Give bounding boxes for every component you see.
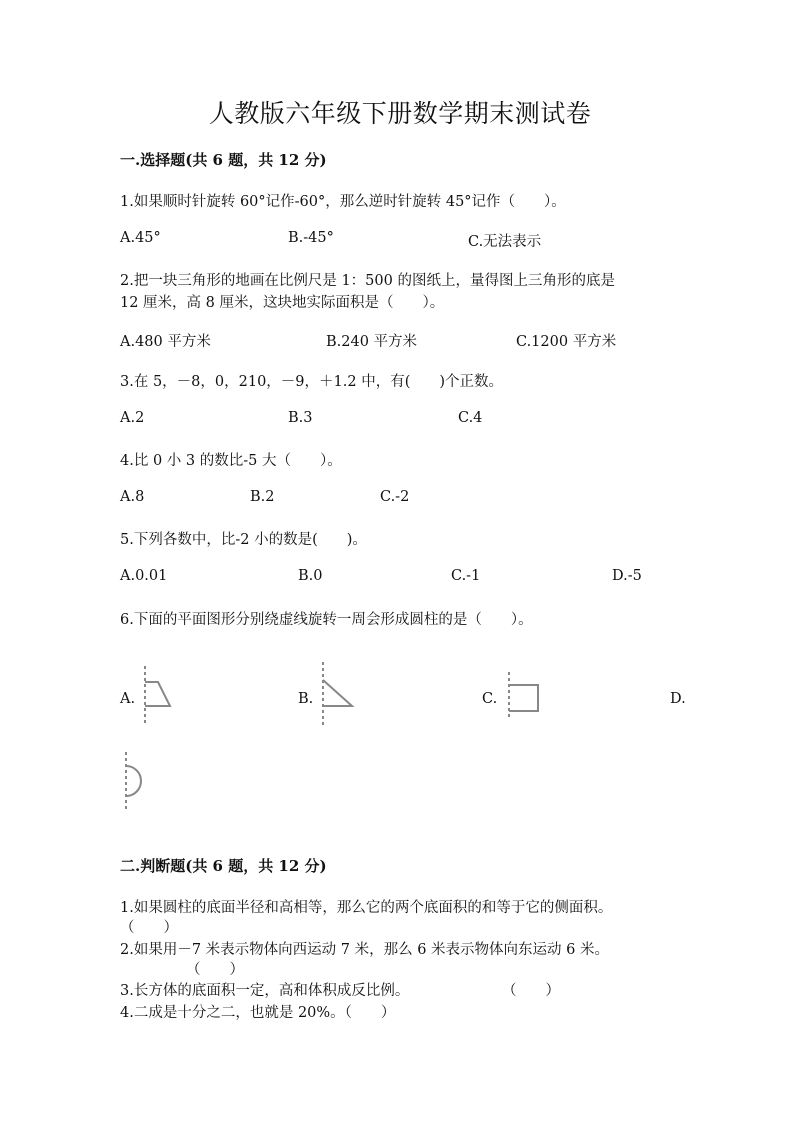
q5-option-c[interactable]: C.-1 bbox=[451, 568, 481, 584]
q3-option-a[interactable]: A.2 bbox=[120, 410, 145, 426]
trapezoid-figure bbox=[138, 664, 178, 726]
q1-option-c[interactable]: C.无法表示 bbox=[468, 234, 542, 250]
rectangle-figure bbox=[502, 670, 544, 720]
semicircle-figure bbox=[119, 750, 155, 812]
question-2-line-1: 2.把一块三角形的地画在比例尺是 1：500 的图纸上，量得图上三角形的底是 bbox=[120, 273, 615, 289]
question-4: 4.比 0 小 3 的数比-5 大（ ）。 bbox=[120, 453, 342, 469]
question-5: 5.下列各数中，比-2 小的数是( )。 bbox=[120, 532, 367, 548]
triangle-figure bbox=[316, 660, 358, 728]
q1-option-b[interactable]: B.-45° bbox=[288, 230, 334, 246]
q5-option-b[interactable]: B.0 bbox=[298, 568, 323, 584]
q6-option-d[interactable]: D. bbox=[670, 691, 686, 707]
q3-option-c[interactable]: C.4 bbox=[458, 410, 483, 426]
judgement-4: 4.二成是十分之二，也就是 20%。（ ） bbox=[120, 1005, 396, 1021]
q4-option-b[interactable]: B.2 bbox=[250, 489, 275, 505]
section-heading-judgement: 二.判断题(共 6 题，共 12 分) bbox=[120, 857, 327, 875]
q4-option-a[interactable]: A.8 bbox=[120, 489, 145, 505]
judgement-1-answer[interactable]: （ ） bbox=[120, 920, 178, 936]
judgement-3-answer[interactable]: （ ） bbox=[502, 983, 560, 999]
q2-option-b[interactable]: B.240 平方米 bbox=[326, 334, 418, 350]
question-6: 6.下面的平面图形分别绕虚线旋转一周会形成圆柱的是（ ）。 bbox=[120, 612, 533, 628]
q6-option-c[interactable]: C. bbox=[482, 691, 498, 707]
question-3: 3.在 5，－8，0，210，－9，＋1.2 中，有( )个正数。 bbox=[120, 374, 504, 390]
judgement-2-line-1: 2.如果用－7 米表示物体向西运动 7 米，那么 6 米表示物体向东运动 6 米。 bbox=[120, 942, 609, 958]
page-title: 人教版六年级下册数学期末测试卷 bbox=[208, 99, 592, 128]
judgement-3: 3.长方体的底面积一定，高和体积成反比例。 bbox=[120, 983, 410, 999]
q1-option-a[interactable]: A.45° bbox=[120, 230, 161, 246]
q2-option-a[interactable]: A.480 平方米 bbox=[120, 334, 211, 350]
q6-option-b[interactable]: B. bbox=[298, 691, 314, 707]
question-1: 1.如果顺时针旋转 60°记作-60°，那么逆时针旋转 45°记作（ ）。 bbox=[120, 194, 566, 210]
q5-option-a[interactable]: A.0.01 bbox=[120, 568, 168, 584]
judgement-1-line-1: 1.如果圆柱的底面半径和高相等，那么它的两个底面积的和等于它的侧面积。 bbox=[120, 900, 613, 916]
q3-option-b[interactable]: B.3 bbox=[288, 410, 313, 426]
question-2-line-2: 12 厘米，高 8 厘米，这块地实际面积是（ ）。 bbox=[120, 295, 445, 311]
judgement-2-answer[interactable]: （ ） bbox=[186, 962, 244, 978]
q5-option-d[interactable]: D.-5 bbox=[612, 568, 642, 584]
q2-option-c[interactable]: C.1200 平方米 bbox=[516, 334, 617, 350]
section-heading-choice: 一.选择题(共 6 题，共 12 分) bbox=[120, 151, 327, 169]
q6-option-a[interactable]: A. bbox=[120, 691, 136, 707]
q4-option-c[interactable]: C.-2 bbox=[380, 489, 410, 505]
